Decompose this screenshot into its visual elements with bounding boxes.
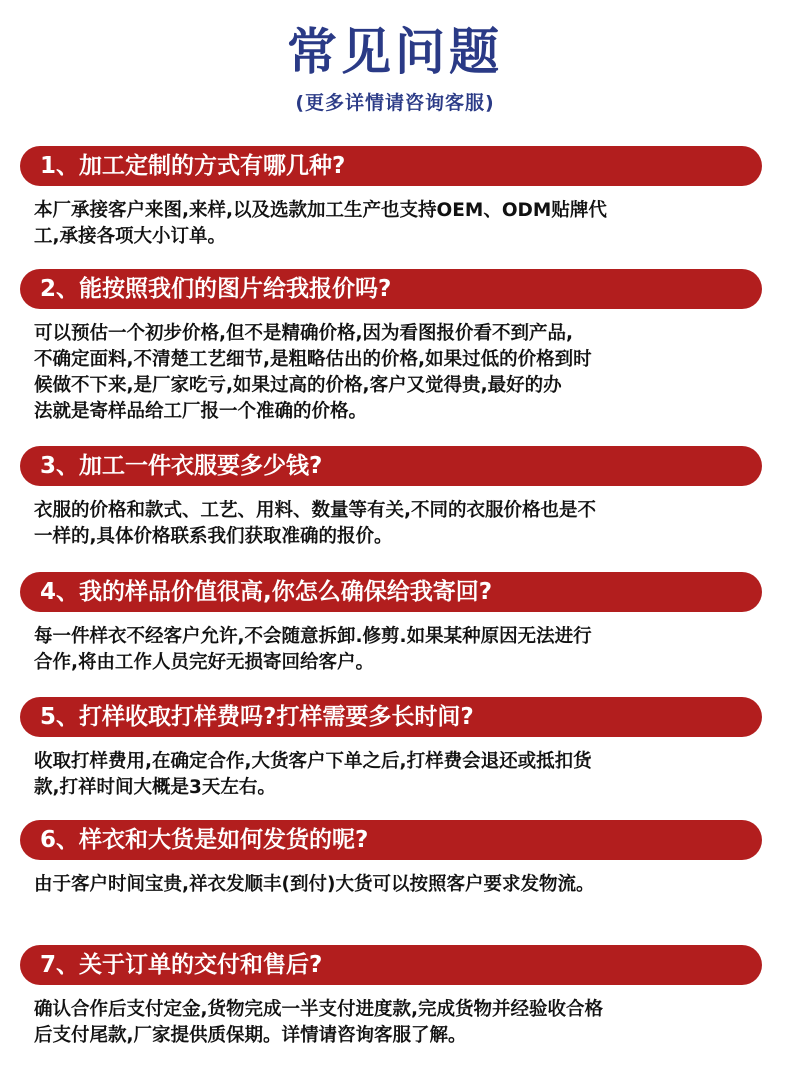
faq-answer xyxy=(20,321,762,425)
faq-answer-line: 合作,将由工作人员完好无损寄回给客户。 xyxy=(34,652,375,673)
faq-answer xyxy=(20,198,762,250)
faq-answer-line: 候做不下来,是厂家吃亏,如果过高的价格,客户又觉得贵,最好的办 xyxy=(34,375,562,396)
faq-answer-line: 本厂承接客户来图,来样,以及选款加工生产也支持OEM、ODM贴牌代 xyxy=(34,200,607,221)
faq-item-3 xyxy=(20,446,762,550)
faq-answer-line: 衣服的价格和款式、工艺、用料、数量等有关,不同的衣服价格也是不 xyxy=(34,500,597,521)
page-subtitle: (更多详情请咨询客服) xyxy=(295,92,495,114)
faq-item-2 xyxy=(20,269,762,425)
faq-answer-line: 工,承接各项大小订单。 xyxy=(34,226,227,247)
faq-item-6 xyxy=(20,820,762,898)
faq-answer-line: 由于客户时间宝贵,祥衣发顺丰(到付)大货可以按照客户要求发物流。 xyxy=(34,874,595,895)
faq-question: 1、加工定制的方式有哪几种? xyxy=(20,146,762,186)
page-title: 常见问题 xyxy=(287,23,503,81)
faq-answer-line: 后支付尾款,厂家提供质保期。详情请咨询客服了解。 xyxy=(34,1025,467,1046)
faq-answer-line: 法就是寄样品给工厂报一个准确的价格。 xyxy=(34,401,368,422)
faq-answer xyxy=(20,872,762,898)
faq-answer-line: 一样的,具体价格联系我们获取准确的报价。 xyxy=(34,526,393,547)
faq-question: 4、我的样品价值很高,你怎么确保给我寄回? xyxy=(20,572,762,612)
faq-question: 6、样衣和大货是如何发货的呢? xyxy=(20,820,762,860)
faq-answer-line: 不确定面料,不清楚工艺细节,是粗略估出的价格,如果过低的价格到时 xyxy=(34,349,592,370)
faq-answer xyxy=(20,997,762,1049)
faq-answer xyxy=(20,624,762,676)
faq-answer-line: 款,打祥时间大概是3天左右。 xyxy=(34,777,276,798)
faq-item-5 xyxy=(20,697,762,801)
faq-answer xyxy=(20,498,762,550)
faq-item-4 xyxy=(20,572,762,676)
faq-item-1 xyxy=(20,146,762,250)
faq-item-7 xyxy=(20,945,762,1049)
faq-answer-line: 可以预估一个初步价格,但不是精确价格,因为看图报价看不到产品, xyxy=(34,323,574,344)
faq-answer-line: 确认合作后支付定金,货物完成一半支付进度款,完成货物并经验收合格 xyxy=(34,999,604,1020)
faq-question: 7、关于订单的交付和售后? xyxy=(20,945,762,985)
faq-question: 5、打样收取打样费吗?打样需要多长时间? xyxy=(20,697,762,737)
faq-answer-line: 收取打样费用,在确定合作,大货客户下单之后,打样费会退还或抵扣货 xyxy=(34,751,592,772)
faq-question: 3、加工一件衣服要多少钱? xyxy=(20,446,762,486)
faq-answer xyxy=(20,749,762,801)
faq-answer-line: 每一件样衣不经客户允许,不会随意拆卸.修剪.如果某种原因无法进行 xyxy=(34,626,592,647)
faq-question: 2、能按照我们的图片给我报价吗? xyxy=(20,269,762,309)
